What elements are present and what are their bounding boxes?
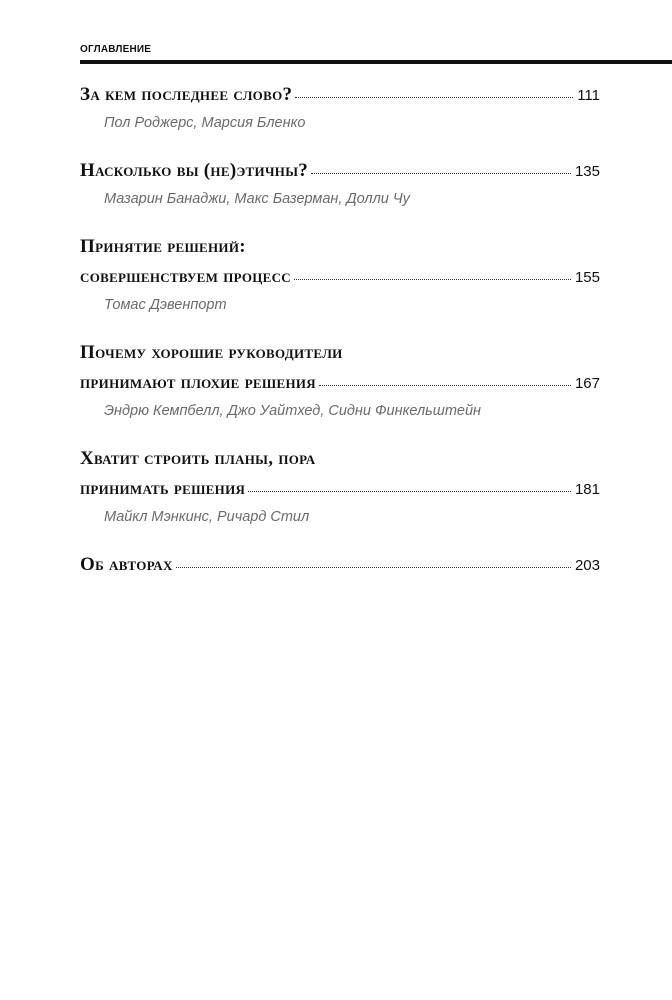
toc-page-number: 167 [574, 375, 600, 392]
toc-entry-authors: Мазарин Банаджи, Макс Базерман, Долли Чу [104, 191, 410, 207]
toc-entry-title[interactable]: Хватит строить планы, пора [80, 448, 316, 469]
dot-leader [294, 279, 571, 280]
toc-entry-authors: Эндрю Кемпбелл, Джо Уайтхед, Сидни Финкельштейн [104, 403, 482, 419]
toc-entry-authors: Майкл Мэнкинс, Ричард Стил [104, 509, 310, 525]
toc-entry[interactable] [80, 160, 600, 212]
toc-entry-title[interactable]: Об авторах [80, 554, 173, 575]
toc-title-line [80, 478, 600, 508]
header-rule [80, 60, 672, 64]
toc-entry[interactable] [80, 448, 600, 530]
dot-leader [311, 173, 571, 174]
toc-title-line [80, 554, 600, 584]
toc-entry[interactable] [80, 236, 600, 318]
running-head: ОГЛАВЛЕНИЕ [80, 44, 152, 55]
toc-entry[interactable] [80, 342, 600, 424]
toc-entry-authors: Томас Дэвенпорт [104, 297, 227, 313]
toc-entry-title[interactable]: За кем последнее слово? [80, 84, 293, 105]
toc-title-line [80, 372, 600, 402]
dot-leader [295, 97, 573, 98]
table-of-contents [80, 84, 600, 584]
dot-leader [176, 567, 571, 568]
toc-title-line [80, 448, 600, 478]
toc-entry-authors: Пол Роджерс, Марсия Бленко [104, 115, 306, 131]
toc-entry[interactable] [80, 84, 600, 136]
toc-entry-title-continued[interactable]: совершенствуем процесс [80, 266, 291, 287]
toc-page-number: 203 [574, 557, 600, 574]
toc-title-line [80, 236, 600, 266]
toc-page-number: 135 [574, 163, 600, 180]
toc-page-number: 155 [574, 269, 600, 286]
toc-title-line [80, 160, 600, 190]
toc-entry-title[interactable]: Почему хорошие руководители [80, 342, 343, 363]
toc-page-number: 181 [574, 481, 600, 498]
toc-entry-title[interactable]: Принятие решений: [80, 236, 246, 257]
toc-entry[interactable] [80, 554, 600, 584]
toc-entry-title-continued[interactable]: принимать решения [80, 478, 246, 499]
toc-title-line [80, 84, 600, 114]
toc-entry-title[interactable]: Насколько вы (не)этичны? [80, 160, 309, 181]
dot-leader [319, 385, 571, 386]
dot-leader [248, 491, 571, 492]
toc-entry-title-continued[interactable]: принимают плохие решения [80, 372, 316, 393]
toc-page-number: 111 [577, 87, 600, 104]
toc-title-line [80, 266, 600, 296]
toc-title-line [80, 342, 600, 372]
